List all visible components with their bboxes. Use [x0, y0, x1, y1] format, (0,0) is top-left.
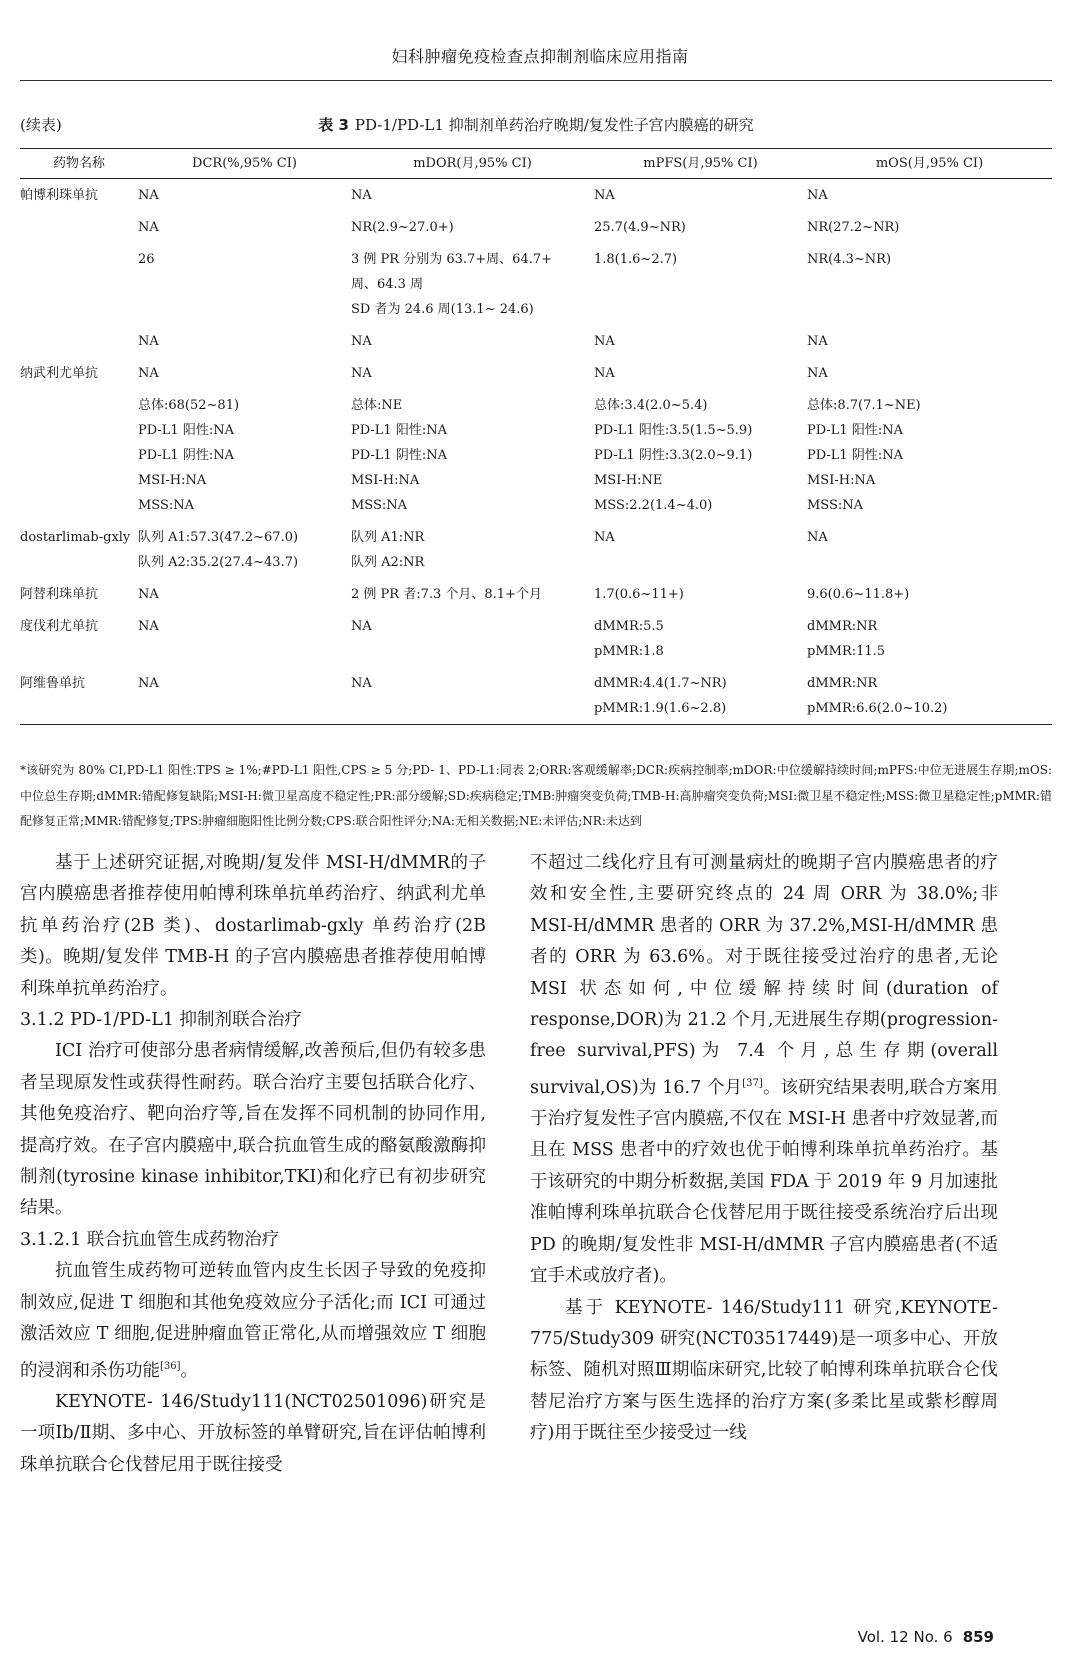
citation-ref: [37]	[742, 1077, 763, 1089]
paragraph	[20, 1256, 486, 1386]
cell-line: MSI-H:NA	[807, 473, 876, 488]
table-title	[20, 114, 1052, 135]
cell-line: MSS:2.2(1.4~4.0)	[594, 498, 713, 513]
paragraph: KEYNOTE- 146/Study111(NCT02501096)研究是一项Ⅰb/Ⅱ期、多中心、开放标签的单臂研究,旨在评估帕博利珠单抗联合仑伐替尼用于既往接受	[20, 1391, 486, 1475]
cell-line: 3 例 PR 分别为 63.7+周、64.7+	[351, 252, 553, 267]
table-body	[20, 179, 1052, 725]
cell-drug	[20, 211, 138, 243]
cell-mdor	[351, 578, 594, 610]
cell-mdor	[351, 243, 594, 325]
cell-line: pMMR:11.5	[807, 644, 886, 659]
cell-line: MSI-H:NA	[138, 473, 207, 488]
cell-line: NA	[351, 366, 372, 381]
cell-line: NA	[594, 366, 615, 381]
cell-line: dMMR:NR	[807, 619, 878, 634]
paragraph-text: 抗血管生成药物可逆转血管内皮生长因子导致的免疫抑制效应,促进 T 细胞和其他免疫效应分子活化;而 ICI 可通过激活效应 T 细胞,促进肿瘤血管正常化,从而增强效应 T 细胞的浸润和杀伤功能	[20, 1261, 486, 1381]
table-header-row	[20, 149, 1052, 179]
table-row	[20, 325, 1052, 357]
cell-mos	[807, 211, 1052, 243]
cell-mos	[807, 325, 1052, 357]
table-title-text: PD-1/PD-L1 抑制剂单药治疗晚期/复发性子宫内膜癌的研究	[354, 116, 754, 134]
cell-line: NA	[594, 334, 615, 349]
table-row	[20, 211, 1052, 243]
cell-line: NR(4.3~NR)	[807, 252, 892, 267]
cell-mpfs	[594, 357, 807, 389]
cell-line: NR(2.9~27.0+)	[351, 220, 454, 235]
paragraph	[530, 848, 998, 1293]
cell-mdor	[351, 610, 594, 667]
cell-line: MSI-H:NE	[594, 473, 663, 488]
col-header-mpfs: mPFS(月,95% CI)	[643, 156, 758, 171]
cell-line: NA	[351, 619, 372, 634]
cell-mdor	[351, 389, 594, 521]
cell-mpfs	[594, 211, 807, 243]
cell-drug: 纳武利尤单抗	[20, 366, 99, 381]
cell-line: NA	[138, 334, 159, 349]
col-header-mdor: mDOR(月,95% CI)	[413, 156, 532, 171]
cell-drug: 帕博利珠单抗	[20, 188, 99, 203]
cell-mos	[807, 389, 1052, 521]
cell-mpfs	[594, 578, 807, 610]
cell-line: 队列 A2:35.2(27.4~43.7)	[138, 555, 299, 570]
page-footer	[858, 1628, 994, 1646]
cell-line: NA	[138, 676, 159, 691]
cell-mos	[807, 610, 1052, 667]
cell-line: NA	[138, 619, 159, 634]
section-heading: 3.1.2 PD-1/PD-L1 抑制剂联合治疗	[20, 1010, 303, 1031]
paragraph-text: 不超过二线化疗且有可测量病灶的晚期子宫内膜癌患者的疗效和安全性,主要研究终点的 24 周 ORR 为 38.0%;非 MSI-H/dMMR 患者的 ORR 为 37.2%,MSI-H/dMMR 患者的 ORR 为 63.6%。对于既往接受过治疗的患者,无论 MSI 状态如何,中位缓解持续时间(duration of response,DOR)为 21.2 个月,无进展生存期(progression-free survival,PFS)为 7.4 个月,总生存期(overall survival,OS)为 16.7 个月	[530, 853, 998, 1098]
cell-mos	[807, 667, 1052, 725]
cell-mpfs	[594, 325, 807, 357]
cell-mos	[807, 179, 1052, 212]
cell-dcr	[138, 610, 351, 667]
page-number: 859	[962, 1628, 994, 1646]
cell-line: 2 例 PR 者:7.3 个月、8.1+个月	[351, 587, 542, 602]
cell-drug	[20, 243, 138, 325]
cell-line: MSS:NA	[138, 498, 195, 513]
cell-line: PD-L1 阳性:NA	[138, 423, 234, 438]
cell-mpfs	[594, 389, 807, 521]
cell-mdor	[351, 325, 594, 357]
cell-line: PD-L1 阴性:NA	[807, 448, 903, 463]
table-row	[20, 667, 1052, 725]
paragraph: 基于上述研究证据,对晚期/复发伴 MSI-H/dMMR的子宫内膜癌患者推荐使用帕博利珠单抗单药治疗、纳武利尤单抗单药治疗(2B 类)、dostarlimab-gxly 单药治疗(2B 类)。晚期/复发伴 TMB-H 的子宫内膜癌患者推荐使用帕博利珠单抗单药治疗。	[20, 853, 486, 999]
cell-line: NA	[594, 188, 615, 203]
cell-line: 队列 A2:NR	[351, 555, 425, 570]
cell-line: 26	[138, 252, 155, 267]
cell-drug	[20, 389, 138, 521]
table-row	[20, 610, 1052, 667]
cell-line: 1.8(1.6~2.7)	[594, 252, 678, 267]
cell-mos	[807, 243, 1052, 325]
table-row	[20, 389, 1052, 521]
cell-line: 25.7(4.9~NR)	[594, 220, 686, 235]
section-heading: 3.1.2.1 联合抗血管生成药物治疗	[20, 1229, 280, 1250]
table-row	[20, 357, 1052, 389]
cell-line: PD-L1 阴性:NA	[351, 448, 447, 463]
volume-label: Vol. 12 No. 6	[857, 1628, 953, 1646]
cell-line: NA	[138, 188, 159, 203]
cell-line: NA	[807, 334, 828, 349]
cell-mdor	[351, 357, 594, 389]
cell-mdor	[351, 667, 594, 725]
cell-line: NA	[138, 220, 159, 235]
cell-mpfs	[594, 610, 807, 667]
cell-mdor	[351, 179, 594, 212]
cell-line: 总体:68(52~81)	[138, 398, 240, 413]
cell-line: 1.7(0.6~11+)	[594, 587, 684, 602]
cell-mdor	[351, 521, 594, 578]
cell-dcr	[138, 578, 351, 610]
cell-line: NA	[351, 188, 372, 203]
cell-mpfs	[594, 179, 807, 212]
paragraph: ICI 治疗可使部分患者病情缓解,改善预后,但仍有较多患者呈现原发性或获得性耐药。联合治疗主要包括联合化疗、其他免疫治疗、靶向治疗等,旨在发挥不同机制的协同作用,提高疗效。在子宫内膜癌中,联合抗血管生成的酪氨酸激酶抑制剂(tyrosine kinase inhibitor,TKI)和化疗已有初步研究结果。	[20, 1041, 486, 1219]
cell-line: NA	[351, 676, 372, 691]
cell-line: SD 者为 24.6 周(13.1~ 24.6)	[351, 302, 534, 317]
table-row	[20, 179, 1052, 212]
cell-line: NA	[594, 530, 615, 545]
cell-mos	[807, 521, 1052, 578]
cell-drug: 阿替利珠单抗	[20, 587, 99, 602]
cell-line: MSS:NA	[351, 498, 408, 513]
cell-line: 周、64.3 周	[351, 277, 424, 292]
cell-line: MSS:NA	[807, 498, 864, 513]
cell-line: pMMR:6.6(2.0~10.2)	[807, 701, 948, 716]
cell-line: dMMR:NR	[807, 676, 878, 691]
cell-line: dMMR:5.5	[594, 619, 664, 634]
cell-line: NA	[351, 334, 372, 349]
cell-mdor	[351, 211, 594, 243]
paragraph-text: 。	[180, 1360, 199, 1381]
cell-dcr	[138, 521, 351, 578]
cell-line: NR(27.2~NR)	[807, 220, 900, 235]
cell-line: PD-L1 阳性:NA	[807, 423, 903, 438]
cell-line: 9.6(0.6~11.8+)	[807, 587, 910, 602]
cell-dcr	[138, 389, 351, 521]
table-row	[20, 578, 1052, 610]
cell-drug: 阿维鲁单抗	[20, 676, 86, 691]
cell-dcr	[138, 211, 351, 243]
cell-dcr	[138, 179, 351, 212]
cell-drug: 度伐利尤单抗	[20, 619, 99, 634]
cell-line: pMMR:1.9(1.6~2.8)	[594, 701, 727, 716]
cell-mpfs	[594, 667, 807, 725]
cell-line: NA	[807, 366, 828, 381]
body-column-left	[20, 848, 486, 1481]
table-caption	[20, 114, 1052, 138]
cell-mos	[807, 578, 1052, 610]
cell-drug	[20, 325, 138, 357]
cell-line: PD-L1 阳性:3.5(1.5~5.9)	[594, 423, 753, 438]
cell-line: 总体:NE	[351, 398, 403, 413]
cell-dcr	[138, 357, 351, 389]
col-header-drug: 药物名称	[52, 156, 105, 171]
col-header-mos: mOS(月,95% CI)	[875, 156, 984, 171]
cell-line: NA	[138, 366, 159, 381]
cell-line: PD-L1 阴性:3.3(2.0~9.1)	[594, 448, 753, 463]
paragraph-text: 。该研究结果表明,联合方案用于治疗复发性子宫内膜癌,不仅在 MSI-H 患者中疗效显著,而且在 MSS 患者中的疗效也优于帕博利珠单抗单药治疗。基于该研究的中期分析数据,美国 FDA 于 2019 年 9 月加速批准帕博利珠单抗联合仑伐替尼用于既往接受系统治疗后出现 PD 的晚期/复发性非 MSI-H/dMMR 子宫内膜癌患者(不适宜手术或放疗者)。	[530, 1077, 999, 1287]
cell-line: 队列 A1:57.3(47.2~67.0)	[138, 530, 299, 545]
continued-label: (续表)	[20, 116, 62, 134]
cell-line: PD-L1 阴性:NA	[138, 448, 234, 463]
paragraph: 基于 KEYNOTE- 146/Study111 研究,KEYNOTE- 775/Study309 研究(NCT03517449)是一项多中心、开放标签、随机对照Ⅲ期临床研究,比较了帕博利珠单抗联合仑伐替尼治疗方案与医生选择的治疗方案(多柔比星或紫杉醇周疗)用于既往至少接受过一线	[530, 1297, 998, 1444]
table-number: 表 3	[318, 116, 349, 134]
cell-dcr	[138, 243, 351, 325]
cell-line: pMMR:1.8	[594, 644, 664, 659]
results-table	[20, 148, 1052, 725]
running-header: 妇科肿瘤免疫检查点抑制剂临床应用指南	[391, 47, 689, 66]
cell-dcr	[138, 667, 351, 725]
cell-line: PD-L1 阳性:NA	[351, 423, 447, 438]
cell-line: MSI-H:NA	[351, 473, 420, 488]
cell-line: 队列 A1:NR	[351, 530, 425, 545]
cell-line: NA	[807, 188, 828, 203]
cell-mos	[807, 357, 1052, 389]
header-rule	[20, 80, 1052, 81]
cell-line: 总体:3.4(2.0~5.4)	[594, 398, 708, 413]
cell-line: NA	[807, 530, 828, 545]
table-row	[20, 243, 1052, 325]
citation-ref: [36]	[160, 1360, 181, 1372]
cell-dcr	[138, 325, 351, 357]
body-column-right	[530, 848, 998, 1450]
table-row	[20, 521, 1052, 578]
cell-line: dMMR:4.4(1.7~NR)	[594, 676, 727, 691]
table-footnote: *该研究为 80% CI,PD-L1 阳性:TPS ≥ 1%;#PD-L1 阳性,CPS ≥ 5 分;PD- 1、PD-L1:同表 2;ORR:客观缓解率;DCR:疾病控制率;mDOR:中位缓解持续时间;mPFS:中位无进展生存期;mOS:中位总生存期;dMMR:错配修复缺陷;MSI-H:微卫星高度不稳定性;PR:部分缓解;SD:疾病稳定;TMB:肿瘤突变负荷;TMB-H:高肿瘤突变负荷;MSI:微卫星不稳定性;MSS:微卫星稳定性;pMMR:错配修复正常;MMR:错配修复;TPS:肿瘤细胞阳性比例分数;CPS:联合阳性评分;NA:无相关数据;NE:未评估;NR:未达到	[20, 763, 1052, 828]
col-header-dcr: DCR(%,95% CI)	[192, 156, 297, 171]
cell-drug: dostarlimab-gxly	[20, 530, 131, 545]
cell-line: 总体:8.7(7.1~NE)	[807, 398, 921, 413]
cell-mpfs	[594, 243, 807, 325]
cell-line: NA	[138, 587, 159, 602]
cell-mpfs	[594, 521, 807, 578]
